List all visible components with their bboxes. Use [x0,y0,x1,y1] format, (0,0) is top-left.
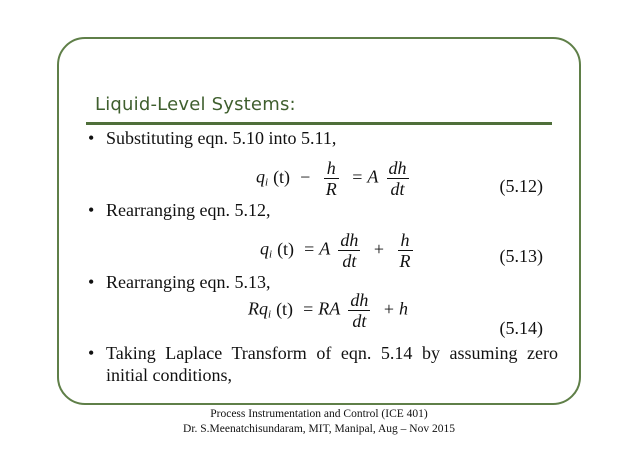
bullet-dot-icon: • [88,272,95,292]
equation-number-5-14: (5.14) [499,318,543,338]
title-underline [86,122,552,125]
slide-title: Liquid-Level Systems: [95,94,296,115]
equation-number-5-12: (5.12) [499,176,543,196]
footer-course: Process Instrumentation and Control (ICE 401) [210,408,428,420]
footer-author: Dr. S.Meenatchisundaram, MIT, Manipal, Aug – Nov 2015 [183,423,455,435]
equation-5-14: $Rq_i$ (t) = RA $\frac{dh}{dt}$ + h [248,290,409,331]
bullet-dot-icon: • [88,128,95,148]
equation-5-13: $q_i$ (t) = A $\frac{dh}{dt}$ + $\frac{h}{R}$ [260,230,411,271]
equation-number-5-13: (5.13) [499,246,543,266]
equation-5-12: $q_i$ (t) − $\frac{h}{R}$ = A $\frac{dh}{dt}$ [256,158,407,199]
bullet-4: • Taking Laplace Transform of eqn. 5.14 by assuming zero initial conditions, [88,343,558,385]
bullet-3: • Rearranging eqn. 5.13, [88,272,271,292]
bullet-2: • Rearranging eqn. 5.12, [88,200,271,220]
bullet-dot-icon: • [88,343,95,363]
bullet-1: • Substituting eqn. 5.10 into 5.11, [88,128,337,148]
bullet-dot-icon: • [88,200,95,220]
